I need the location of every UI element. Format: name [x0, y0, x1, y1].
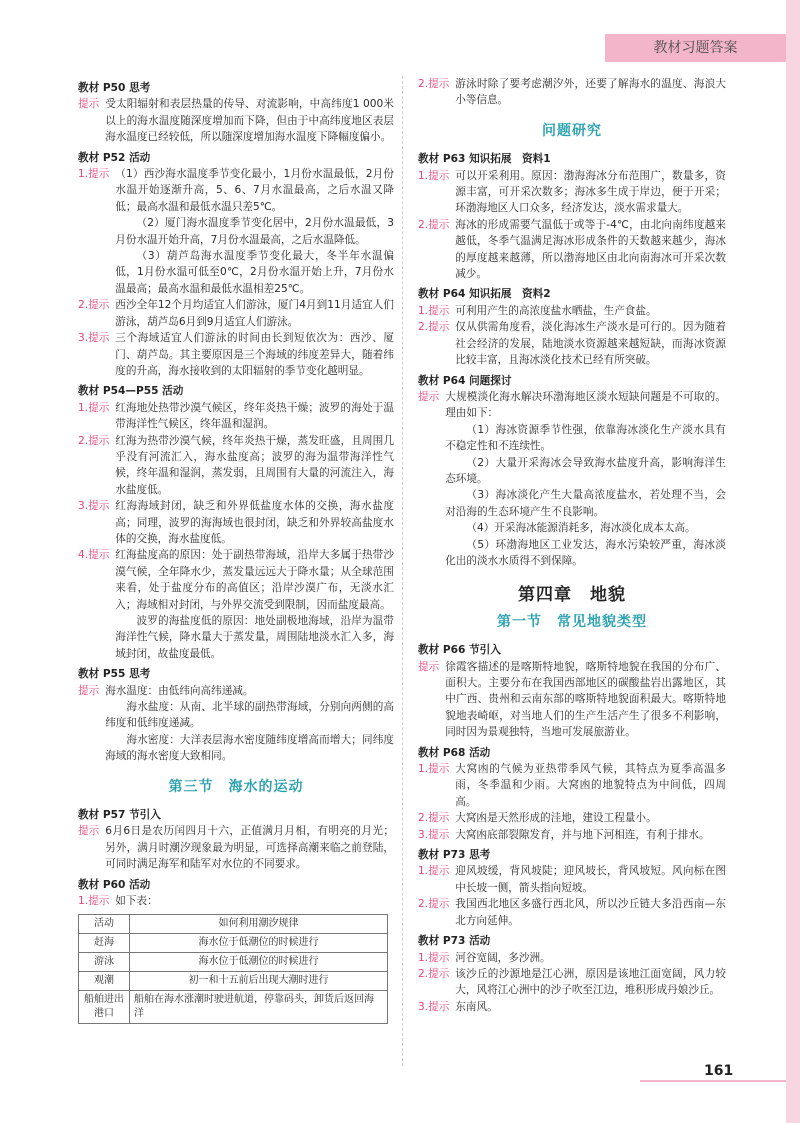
hint-label: 1.提示: [78, 401, 110, 414]
hint-label: 2.提示: [78, 299, 110, 312]
hint-label: 2.提示: [418, 812, 450, 825]
answer-text: （1）海冰资源季节性强，依靠海冰淡化生产淡水具有不稳定性和不连续性。: [445, 423, 726, 453]
answer-text: （2）大量开采海冰会导致海水盐度升高，影响海洋生态环境。: [445, 456, 726, 485]
answer-text: 大窝凼是天然形成的洼地，建设工程量小。: [455, 812, 657, 825]
answer-item: [78, 547, 394, 662]
answer-text: 三个海域适宜人们游泳的时间由长到短依次为：西沙、厦门、葫芦岛。其主要原因是三个海域的纬度差异大，随着纬度的升高，海水接收到的太阳辐射的季节变化越明显。: [115, 332, 394, 377]
answer-text: （1）西沙海水温度季节变化最小，1月份水温最低，2月份水温开始逐渐升高，5、6、7月水温最高，之后水温又降低；最高水温和最低水温只差5℃。: [115, 168, 394, 213]
answer-text: 游泳时除了要考虑潮汐外，还要了解海水的温度、海浪大小等信息。: [455, 78, 726, 107]
answer-item: [78, 498, 394, 547]
answer-section: [418, 745, 726, 843]
section-head: 教材 P64 知识拓展 资料2: [418, 288, 551, 301]
answer-text: 河谷宽阔，多沙洲。: [455, 951, 551, 964]
section-head: 教材 P55 思考: [78, 668, 151, 681]
section-head: 教材 P52 活动: [78, 151, 151, 164]
answer-text: 西沙全年12个月均适宜人们游泳，厦门4月到11月适宜人们游泳，葫芦岛6月到9月适宜人们游泳。: [115, 299, 394, 328]
answer-item: [78, 330, 394, 379]
answer-item: [418, 389, 726, 569]
left-column: [78, 76, 394, 1024]
answer-item: [78, 96, 394, 145]
section-head: 教材 P57 节引入: [78, 809, 161, 822]
table-row: [79, 971, 388, 990]
table-cell: 船舶在海水涨潮时驶进航道，停靠码头，卸货后返回海洋: [130, 990, 388, 1023]
table-cell: 海水位于低潮位的时候进行: [130, 952, 388, 971]
hint-label: 2.提示: [78, 434, 110, 447]
answer-text: 红海地处热带沙漠气候区，终年炎热干燥；波罗的海处于温带海洋性气候区，终年温和湿润。: [115, 401, 394, 431]
hint-label: 1.提示: [418, 865, 450, 878]
answer-section: [418, 642, 726, 740]
table-row: [79, 990, 388, 1023]
hint-label: 1.提示: [418, 169, 450, 182]
hint-label: 提示: [78, 825, 100, 838]
answer-text: 迎风坡缓，背风坡陡；迎风坡长，背风坡短。风向标在图中长坡一侧，箭头指向短坡。: [455, 865, 726, 894]
answer-item: [418, 863, 726, 896]
answer-text: 我国西北地区多盛行西北风，所以沙丘链大多沿西南—东北方向延伸。: [455, 898, 726, 927]
answer-section: [418, 933, 726, 1015]
answer-text: 如下表：: [115, 895, 158, 908]
hint-label: 4.提示: [78, 549, 110, 562]
answer-text: 大窝凼底部裂隙发育，并与地下河相连，有利于排水。: [455, 828, 710, 841]
answer-section: [418, 373, 726, 570]
answer-text: 东南风。: [455, 1000, 498, 1013]
hint-label: 2.提示: [418, 898, 450, 911]
table-cell: 船舶进出港口: [79, 990, 130, 1023]
answer-section: [78, 877, 394, 910]
answer-item: [418, 168, 726, 217]
answer-item: [418, 810, 726, 826]
section-head: 教材 P66 节引入: [418, 644, 501, 657]
page-number: 161: [704, 1063, 734, 1079]
answer-section: [418, 151, 726, 282]
research-title: 问题研究: [542, 122, 602, 139]
answer-item: [418, 303, 726, 319]
page-edge-strip: [786, 0, 800, 1123]
answer-text: 徐霞客描述的是喀斯特地貌，喀斯特地貌在我国的分布广、面积大。主要分布在我国西部地区的碳酸盐岩出露地区，其中广西、贵州和云南东部的喀斯特地貌面积最大。喀斯特地貌地表崎岖，对当地人们的生产生活产生了很多不利影响，同时因为景观独特，当地可发展旅游业。: [445, 660, 726, 739]
table-row: [79, 933, 388, 952]
answer-item: [78, 297, 394, 330]
answer-text: 该沙丘的沙源地是江心洲，原因是该地江面宽阔，风力较大，风将江心洲中的沙子吹至江边，堆积形成丹娘沙丘。: [455, 967, 726, 997]
section-head: 教材 P54—P55 活动: [78, 385, 184, 398]
answer-item: [418, 319, 726, 368]
section-head: 教材 P60 活动: [78, 878, 151, 891]
hint-label: 1.提示: [418, 763, 450, 776]
answer-text: 可利用产生的高浓度盐水晒盐，生产食盐。: [455, 304, 657, 317]
answer-item: [418, 950, 726, 966]
section-head: 教材 P68 活动: [418, 746, 491, 759]
answer-text: 6月6日是农历闰四月十六，正值满月月相，有明亮的月光；另外，满月时潮汐现象最为明显，可选择高潮来临之前登陆，可同时满足海军和陆军对水位的不同要求。: [105, 825, 394, 871]
answer-section: [78, 807, 394, 873]
answer-text: 大规模淡化海水解决环渤海地区淡水短缺问题是不可取的。理由如下：: [445, 390, 726, 420]
hint-label: 2.提示: [418, 967, 450, 980]
page-header: 教材习题答案: [605, 34, 786, 62]
hint-label: 提示: [418, 660, 440, 673]
section-title: 第一节 常见地貌类型: [497, 613, 647, 630]
answer-text: （5）环渤海地区工业发达，海水污染较严重，海冰淡化出的淡水水质得不到保障。: [445, 538, 726, 567]
answer-text: 红海为热带沙漠气候，终年炎热干燥，蒸发旺盛，且周围几乎没有河流汇入，海水盐度高；波罗的海为温带海洋性气候，终年温和湿润，蒸发弱，且周围有大量的河流注入，海水盐度低。: [115, 434, 394, 496]
chapter-title: 第四章 地貌: [518, 585, 626, 606]
answer-section: [78, 150, 394, 380]
hint-label: 1.提示: [418, 304, 450, 317]
answer-text: （4）开采海冰能源消耗多，海冰淡化成本太高。: [466, 522, 696, 535]
hint-label: 3.提示: [78, 332, 110, 345]
hint-label: 2.提示: [418, 321, 450, 334]
hint-label: 2.提示: [418, 218, 450, 231]
hint-label: 提示: [418, 390, 440, 403]
answer-item: [418, 966, 726, 999]
answer-text: 海水密度：大洋表层海水密度随纬度增高而增大；同纬度海域的海水密度大致相同。: [105, 733, 394, 763]
answer-text: 海水盐度：从南、北半球的副热带海域，分别向两侧的高纬度和低纬度递减。: [105, 701, 394, 730]
hint-label: 1.提示: [78, 895, 110, 908]
table-cell: 初一和十五前后出现大潮时进行: [130, 971, 388, 990]
table-header-cell: 活动: [79, 914, 130, 933]
section-head: 教材 P73 思考: [418, 849, 491, 862]
answer-item: [78, 166, 394, 297]
hint-label: 3.提示: [78, 500, 110, 513]
answer-text: 可以开采利用。原因：渤海海冰分布范围广，数量多，资源丰富，可开采次数多；海冰多生成于岸边，便于开采；环渤海地区人口众多，经济发达，淡水需求量大。: [455, 169, 726, 215]
answer-item: [78, 400, 394, 433]
right-column: [418, 76, 726, 1017]
tide-table: [78, 914, 388, 1024]
answer-text: 波罗的海盐度低的原因：地处副极地海域，沿岸为温带海洋性气候，降水量大于蒸发量，周围陆地淡水汇入多，海域封闭，故盐度最低。: [115, 615, 394, 660]
answer-item: [418, 761, 726, 810]
answer-item: [78, 683, 394, 765]
answer-text: 海水温度：由低纬向高纬递减。: [105, 684, 254, 697]
footer-line: [640, 1080, 786, 1082]
hint-label: 提示: [78, 98, 100, 111]
answer-item: [418, 999, 726, 1015]
hint-label: 1.提示: [78, 168, 110, 181]
answer-section: [78, 666, 394, 764]
answer-text: 大窝凼的气候为亚热带季风气候，其特点为夏季高温多雨，冬季温和少雨。大窝凼的地貌特点为中间低，四周高。: [455, 763, 726, 808]
table-header-row: [79, 914, 388, 933]
answer-item: [418, 76, 726, 109]
answer-item: [418, 659, 726, 741]
answer-item: [418, 217, 726, 283]
section-head: 教材 P73 活动: [418, 935, 491, 948]
hint-label: 提示: [78, 684, 100, 697]
table-cell: 赶海: [79, 933, 130, 952]
answer-text: （2）厦门海水温度季节变化居中，2月份水温最低，3月份水温开始升高，7月份水温最高，之后水温降低。: [115, 217, 394, 246]
answer-text: 仅从供需角度看，淡化海冰生产淡水是可行的。因为随着社会经济的发展，陆地淡水资源越来越短缺，而海冰资源比较丰富，且海冰淡化技术已经有所突破。: [455, 321, 726, 367]
answer-section: [418, 847, 726, 929]
table-header-cell: 如何利用潮汐规律: [130, 914, 388, 933]
hint-label: 2.提示: [418, 78, 450, 90]
answer-section: [418, 76, 726, 109]
answer-section: [418, 286, 726, 368]
answer-item: [78, 433, 394, 499]
answer-section: [78, 383, 394, 662]
section-head: 教材 P64 问题探讨: [418, 374, 512, 387]
answer-text: 红海海域封闭，缺乏和外界低盐度水体的交换，海水盐度高；同理，波罗的海海域也很封闭，缺乏和外界较高盐度水体的交换，海水盐度低。: [115, 500, 394, 545]
table-cell: 海水位于低潮位的时候进行: [130, 933, 388, 952]
answer-section: [78, 80, 394, 146]
column-divider: [402, 76, 403, 1066]
section-head: 教材 P63 知识拓展 资料1: [418, 153, 551, 166]
table-row: [79, 952, 388, 971]
hint-label: 3.提示: [418, 1000, 450, 1013]
answer-text: 海冰的形成需要气温低于或等于-4℃，由北向南纬度越来越低，冬季气温满足海冰形成条件的天数越来越少，海冰的厚度越来越薄，所以渤海地区由北向南海冰可开采次数减少。: [455, 218, 726, 281]
answer-text: 红海盐度高的原因：处于副热带海域，沿岸大多属于热带沙漠气候，全年降水少，蒸发量远远大于降水量；从全球范围来看，处于盐度分布的高值区；沿岸沙漠广布，无淡水汇入；海域相对封闭，与外界交流受到限制，因而盐度最高。: [115, 549, 394, 611]
hint-label: 1.提示: [418, 951, 450, 964]
section-head: 教材 P50 思考: [78, 82, 151, 94]
answer-text: 受太阳辐射和表层热量的传导、对流影响，中高纬度1 000米以上的海水温度随深度增加而下降，但由于中高纬度地区表层海水温度已经较低，所以随深度增加海水温度下降幅度偏小。: [105, 98, 394, 144]
hint-label: 3.提示: [418, 828, 450, 841]
section-title: 第三节 海水的运动: [168, 778, 304, 795]
answer-item: [78, 823, 394, 872]
answer-item: [418, 827, 726, 843]
answer-item: [78, 893, 394, 909]
answer-item: [418, 896, 726, 929]
answer-text: （3）葫芦岛海水温度季节变化最大，冬半年水温偏低，1月份水温可低至0℃，2月份水温开始上升，7月份水温最高；最高水温和最低水温相差25℃。: [115, 250, 394, 295]
answer-text: （3）海冰淡化产生大量高浓度盐水，若处理不当，会对沿海的生态环境产生不良影响。: [445, 489, 726, 518]
table-cell: 观潮: [79, 971, 130, 990]
table-cell: 游泳: [79, 952, 130, 971]
